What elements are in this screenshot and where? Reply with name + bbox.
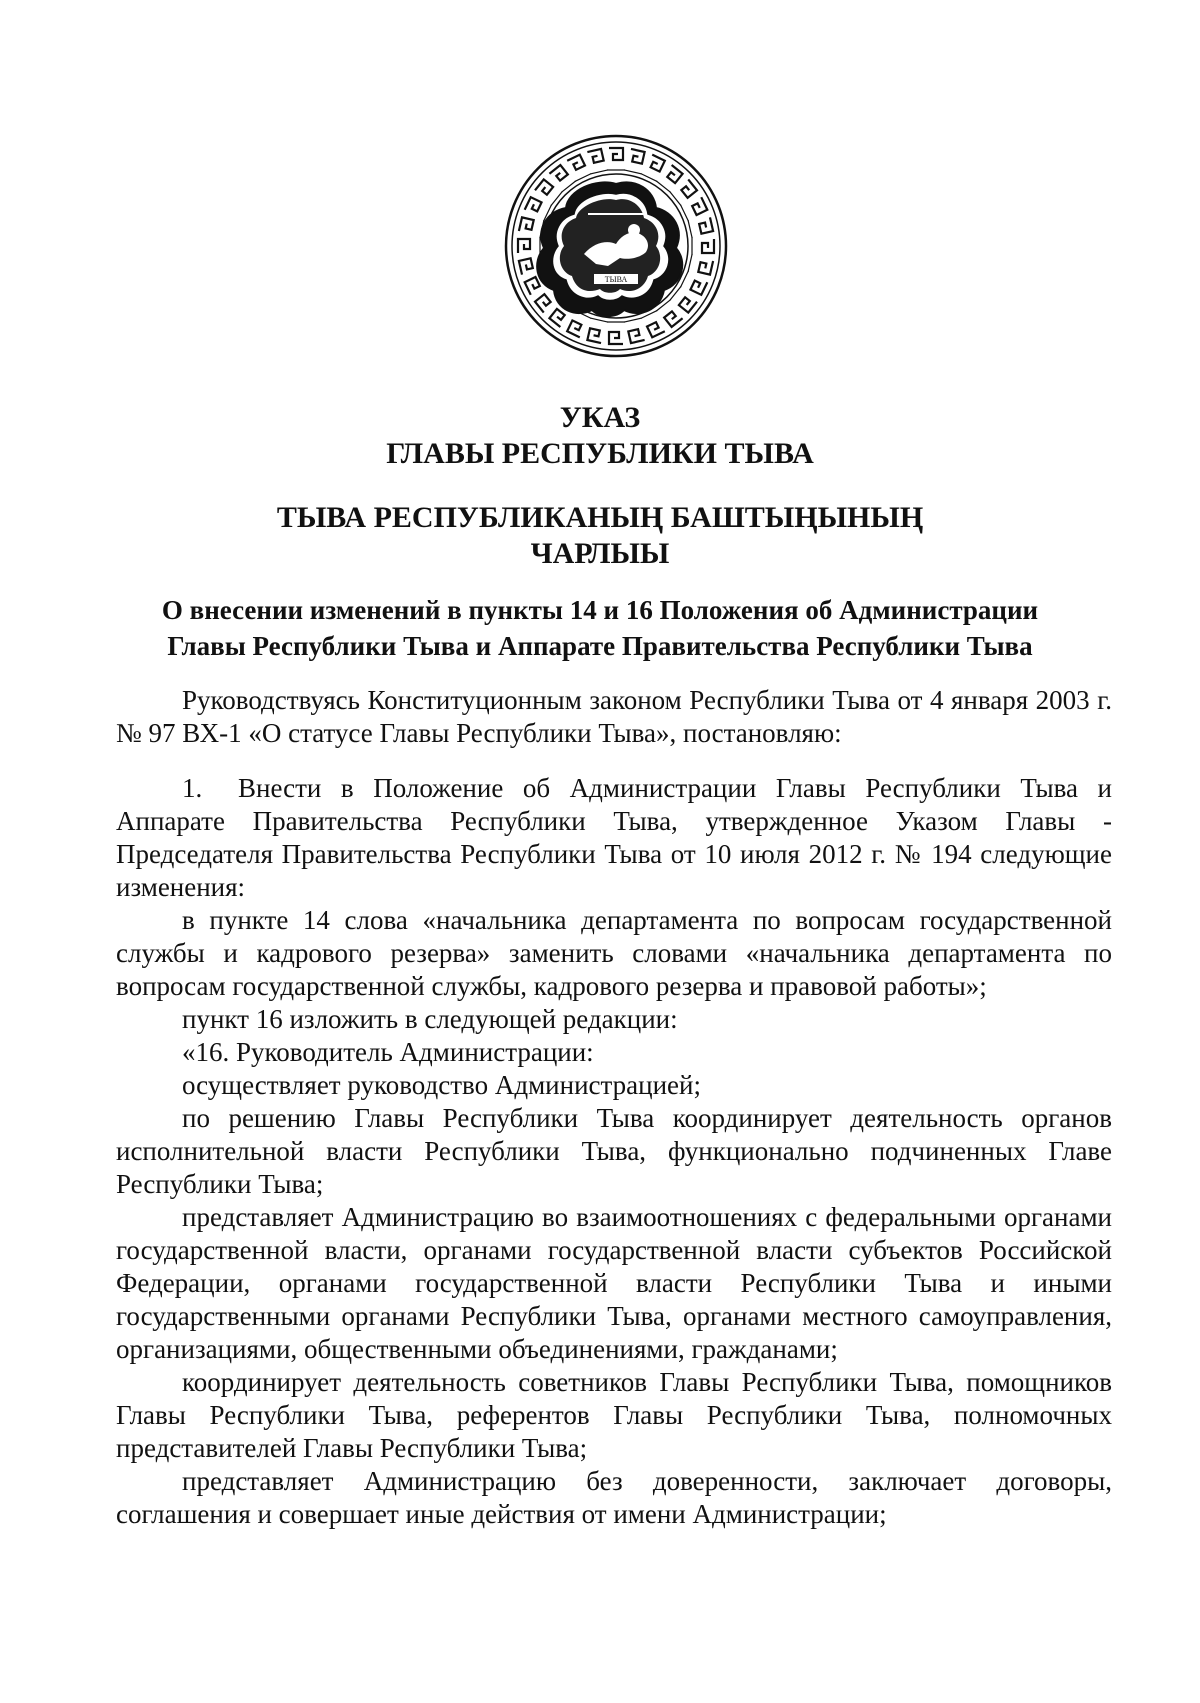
clause-16-heading: «16. Руководитель Администрации: — [182, 1037, 594, 1067]
decree-subject-line2: Главы Республики Тыва и Аппарате Правительства Республики Тыва — [167, 631, 1033, 661]
item-1-paragraph — [116, 772, 1112, 904]
preamble-paragraph: Руководствуясь Конституционным законом Республики Тыва от 4 января 2003 г. № 97 ВХ-1 «О статусе Главы Республики Тыва», постановляю: — [116, 685, 1112, 748]
item-1-number: 1. — [182, 773, 203, 803]
decree-title-tuvan — [0, 500, 1200, 572]
coat-of-arms-emblem-icon — [504, 134, 728, 358]
decree-title-line3: ТЫВА РЕСПУБЛИКАНЫҢ БАШТЫҢЫНЫҢ — [276, 501, 924, 534]
clause-16-duty-a: осуществляет руководство Администрацией; — [182, 1070, 701, 1100]
clause-16-duty-d: координирует деятельность советников Главы Республики Тыва, помощников Главы Республики Тыва, референтов Главы Республики Тыва, полномочных представителей Главы Республики Тыва; — [116, 1367, 1112, 1463]
decree-title — [0, 400, 1200, 472]
decree-body — [116, 684, 1112, 1531]
clause-16-duty-c: представляет Администрацию во взаимоотношениях с федеральными органами государственной власти, органами государственной власти субъектов Российской Федерации, органами государственной власти Республики Тыва и иными государственными органами Республики Тыва, органами местного самоуправления, организациями, общественными объединениями, гражданами; — [116, 1202, 1112, 1364]
clause-16-duty-b: по решению Главы Республики Тыва координирует деятельность органов исполнительной власти Республики Тыва, функционально подчиненных Главе Республики Тыва; — [116, 1103, 1112, 1199]
decree-subject — [0, 592, 1200, 664]
item-1-text: Внести в Положение об Администрации Главы Республики Тыва и Аппарате Правительства Республики Тыва, утвержденное Указом Главы - Председателя Правительства Республики Тыва от 10 июля 2012 г. № 194 следующие изменения: — [116, 773, 1112, 902]
decree-title-line2: ГЛАВЫ РЕСПУБЛИКИ ТЫВА — [386, 437, 814, 470]
decree-title-line4: ЧАРЛЫЫ — [530, 537, 670, 570]
svg-text:ТЫВА: ТЫВА — [604, 275, 628, 284]
decree-subject-line1: О внесении изменений в пункты 14 и 16 Положения об Администрации — [161, 595, 1039, 625]
clause-14-paragraph: в пункте 14 слова «начальника департамента по вопросам государственной службы и кадрового резерва» заменить словами «начальника департамента по вопросам государственной службы, кадрового резерва и правовой работы»; — [116, 905, 1112, 1001]
clause-16-duty-e: представляет Администрацию без доверенности, заключает договоры, соглашения и совершает иные действия от имени Администрации; — [116, 1466, 1112, 1529]
clause-16-intro: пункт 16 изложить в следующей редакции: — [182, 1004, 678, 1034]
decree-title-line1: УКАЗ — [559, 401, 641, 434]
